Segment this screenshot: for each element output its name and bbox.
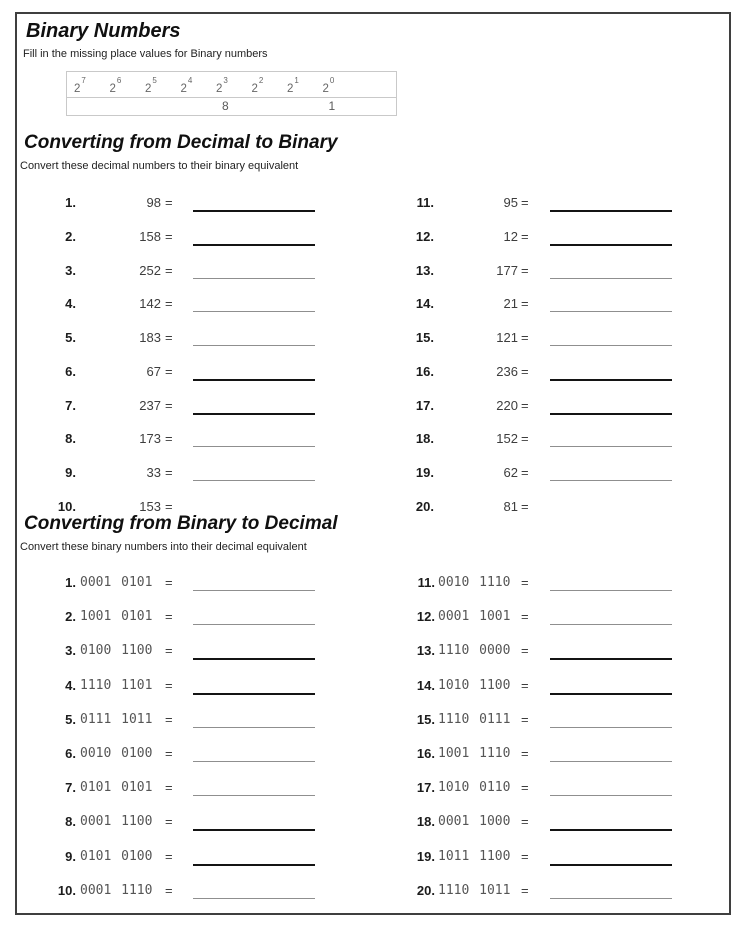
answer-line <box>550 761 672 762</box>
equals-sign: = <box>521 575 529 590</box>
binary-value: 0101 0100 <box>80 848 153 864</box>
answer-line <box>550 446 672 447</box>
place-value-header-cell: $2^6$ <box>109 76 122 95</box>
page-subtitle: Fill in the missing place values for Binary numbers <box>23 48 268 60</box>
answer-line <box>550 658 672 660</box>
problem-number: 19. <box>415 465 434 481</box>
decimal-value: 12 <box>503 228 518 244</box>
problem-number: 10. <box>57 882 76 898</box>
binary-value: 0111 1011 <box>80 711 153 727</box>
problem-number: 16. <box>416 746 435 761</box>
binary-value: 0001 1100 <box>80 814 153 830</box>
equals-sign: = <box>521 746 529 761</box>
decimal-value: 62 <box>503 465 518 481</box>
problem-number: 18. <box>415 431 434 447</box>
problem-number: 14. <box>415 296 434 312</box>
binary-value: 1010 1100 <box>438 677 511 693</box>
binary-value: 1110 1011 <box>438 882 511 898</box>
problem-number: 8. <box>65 431 76 447</box>
equals-sign: = <box>165 397 173 413</box>
problem-number: 3. <box>65 643 76 659</box>
equals-sign: = <box>521 677 529 693</box>
binary-value: 1001 0101 <box>80 609 153 625</box>
answer-line <box>550 379 672 381</box>
equals-sign: = <box>521 711 529 727</box>
problem-row <box>0 883 750 903</box>
place-value-cell <box>284 98 320 115</box>
binary-value: 0010 1110 <box>438 575 511 590</box>
binary-value: 0010 0100 <box>80 746 153 761</box>
decimal-value: 152 <box>496 431 518 447</box>
place-value-cell <box>178 98 214 115</box>
problem-number: 4. <box>65 296 76 312</box>
decimal-value: 252 <box>139 262 161 278</box>
equals-sign: = <box>521 814 529 830</box>
binary-value: 0001 1000 <box>438 814 511 830</box>
answer-line <box>550 693 672 695</box>
problem-number: 5. <box>65 330 76 346</box>
decimal-value: 220 <box>496 397 518 413</box>
problem-row <box>0 364 750 384</box>
problem-number: 17. <box>416 780 435 796</box>
decimal-value: 177 <box>496 262 518 278</box>
equals-sign: = <box>521 780 529 796</box>
equals-sign: = <box>521 882 529 898</box>
binary-value: 0100 1100 <box>80 643 153 659</box>
problem-row <box>0 330 750 350</box>
binary-value: 1001 1110 <box>438 746 511 761</box>
binary-value: 1110 1101 <box>80 677 153 693</box>
place-value-header-row <box>67 72 396 98</box>
decimal-value: 21 <box>503 296 518 312</box>
problem-number: 13. <box>415 262 434 278</box>
problem-row <box>0 712 750 732</box>
equals-sign: = <box>165 882 173 898</box>
answer-line <box>550 795 672 796</box>
equals-sign: = <box>521 397 529 413</box>
problem-number: 19. <box>416 848 435 864</box>
problem-number: 3. <box>65 262 76 278</box>
place-value-header-cell: $2^3$ <box>216 76 228 95</box>
equals-sign: = <box>521 609 529 625</box>
place-value-header-cell: $2^0$ <box>322 76 335 95</box>
problem-number: 11. <box>417 575 435 590</box>
equals-sign: = <box>165 465 173 481</box>
equals-sign: = <box>165 746 173 761</box>
problem-row <box>0 465 750 485</box>
problem-number: 11. <box>416 195 434 210</box>
problem-number: 6. <box>65 363 76 379</box>
equals-sign: = <box>165 848 173 864</box>
decimal-value: 121 <box>496 330 518 346</box>
decimal-value: 81 <box>503 499 518 511</box>
problem-row <box>0 296 750 316</box>
problem-row <box>0 678 750 698</box>
problem-row <box>0 575 750 595</box>
equals-sign: = <box>521 465 529 481</box>
answer-line <box>550 345 672 346</box>
place-value-header-cell: $2^2$ <box>251 76 264 95</box>
equals-sign: = <box>165 431 173 447</box>
equals-sign: = <box>165 711 173 727</box>
equals-sign: = <box>521 195 529 210</box>
equals-sign: = <box>521 431 529 447</box>
problem-number: 12. <box>416 609 435 625</box>
equals-sign: = <box>165 296 173 312</box>
decimal-value: 183 <box>139 330 161 346</box>
answer-line <box>550 278 672 279</box>
place-value-cell <box>71 98 107 115</box>
answer-line <box>550 311 672 312</box>
problem-number: 9. <box>65 848 76 864</box>
problem-number: 1. <box>65 195 76 210</box>
problem-number: 6. <box>65 746 76 761</box>
place-value-cell: 1 <box>328 99 336 113</box>
problem-number: 5. <box>65 711 76 727</box>
binary-section-subheading: Convert these binary numbers into their decimal equivalent <box>20 541 307 553</box>
equals-sign: = <box>165 609 173 625</box>
problem-row <box>0 499 750 511</box>
equals-sign: = <box>521 499 529 511</box>
place-value-header-cell: $2^1$ <box>287 76 299 95</box>
equals-sign: = <box>521 262 529 278</box>
problem-number: 9. <box>65 465 76 481</box>
decimal-value: 142 <box>139 296 161 312</box>
equals-sign: = <box>521 228 529 244</box>
equals-sign: = <box>165 814 173 830</box>
problem-number: 8. <box>65 814 76 830</box>
answer-line <box>550 590 672 591</box>
equals-sign: = <box>165 228 173 244</box>
problem-number: 20. <box>415 499 434 511</box>
answer-line <box>550 624 672 625</box>
decimal-problems-grid <box>0 195 750 511</box>
decimal-value: 237 <box>139 397 161 413</box>
place-value-header-cell: $2^4$ <box>180 76 193 95</box>
binary-value: 1110 0111 <box>438 711 511 727</box>
problem-number: 2. <box>65 228 76 244</box>
answer-line <box>550 210 672 212</box>
binary-value: 0101 0101 <box>80 780 153 796</box>
decimal-value: 98 <box>146 195 161 210</box>
problem-row <box>0 263 750 283</box>
equals-sign: = <box>521 363 529 379</box>
equals-sign: = <box>165 643 173 659</box>
problem-number: 20. <box>416 882 435 898</box>
equals-sign: = <box>165 363 173 379</box>
answer-line <box>550 244 672 246</box>
decimal-value: 67 <box>146 363 161 379</box>
problem-row <box>0 398 750 418</box>
answer-line <box>550 413 672 415</box>
binary-value: 1011 1100 <box>438 848 511 864</box>
problem-row <box>0 780 750 800</box>
decimal-value: 33 <box>146 465 161 481</box>
problem-number: 10. <box>57 499 76 511</box>
equals-sign: = <box>165 677 173 693</box>
equals-sign: = <box>521 643 529 659</box>
problem-number: 17. <box>415 397 434 413</box>
equals-sign: = <box>165 195 173 210</box>
problem-number: 15. <box>415 330 434 346</box>
problem-number: 16. <box>415 363 434 379</box>
problem-number: 13. <box>416 643 435 659</box>
answer-line <box>550 480 672 481</box>
problem-number: 2. <box>65 609 76 625</box>
place-value-table <box>66 71 397 116</box>
equals-sign: = <box>165 575 173 590</box>
place-value-header-cell: $2^5$ <box>145 76 157 95</box>
problem-number: 18. <box>416 814 435 830</box>
answer-line <box>550 864 672 866</box>
place-value-cell: 8 <box>222 99 229 113</box>
problem-number: 4. <box>65 677 76 693</box>
place-value-cell <box>107 98 143 115</box>
decimal-section-heading: Converting from Decimal to Binary <box>24 132 338 153</box>
decimal-value: 153 <box>139 499 161 511</box>
decimal-section-subheading: Convert these decimal numbers to their binary equivalent <box>20 160 299 172</box>
problem-number: 12. <box>415 228 434 244</box>
decimal-value: 173 <box>139 431 161 447</box>
problem-row <box>0 229 750 249</box>
binary-value: 1010 0110 <box>438 780 511 796</box>
problem-number: 1. <box>65 575 76 590</box>
binary-section-heading: Converting from Binary to Decimal <box>24 513 338 534</box>
equals-sign: = <box>165 499 173 511</box>
place-value-answer-row <box>67 98 396 115</box>
binary-value: 1110 0000 <box>438 643 511 659</box>
problem-row <box>0 814 750 834</box>
equals-sign: = <box>165 262 173 278</box>
equals-sign: = <box>521 330 529 346</box>
problem-number: 14. <box>416 677 435 693</box>
place-value-header-cell: $2^7$ <box>74 76 86 95</box>
binary-value: 0001 1001 <box>438 609 511 625</box>
decimal-value: 158 <box>139 228 161 244</box>
decimal-value: 236 <box>496 363 518 379</box>
page-title: Binary Numbers <box>26 20 181 42</box>
answer-line <box>550 898 672 899</box>
binary-value: 0001 0101 <box>80 575 153 590</box>
answer-line <box>550 829 672 831</box>
problem-row <box>0 431 750 451</box>
place-value-cell <box>142 98 178 115</box>
problem-row <box>0 609 750 629</box>
problem-row <box>0 195 750 215</box>
problem-number: 7. <box>65 397 76 413</box>
binary-value: 0001 1110 <box>80 882 153 898</box>
equals-sign: = <box>521 296 529 312</box>
binary-problems-grid <box>0 570 750 910</box>
equals-sign: = <box>165 330 173 346</box>
decimal-value: 95 <box>503 195 518 210</box>
problem-number: 15. <box>416 711 435 727</box>
place-value-cell <box>249 98 285 115</box>
answer-line <box>550 727 672 728</box>
problem-row <box>0 746 750 766</box>
problem-row <box>0 849 750 869</box>
problem-row <box>0 643 750 663</box>
problem-number: 7. <box>65 780 76 796</box>
equals-sign: = <box>521 848 529 864</box>
equals-sign: = <box>165 780 173 796</box>
